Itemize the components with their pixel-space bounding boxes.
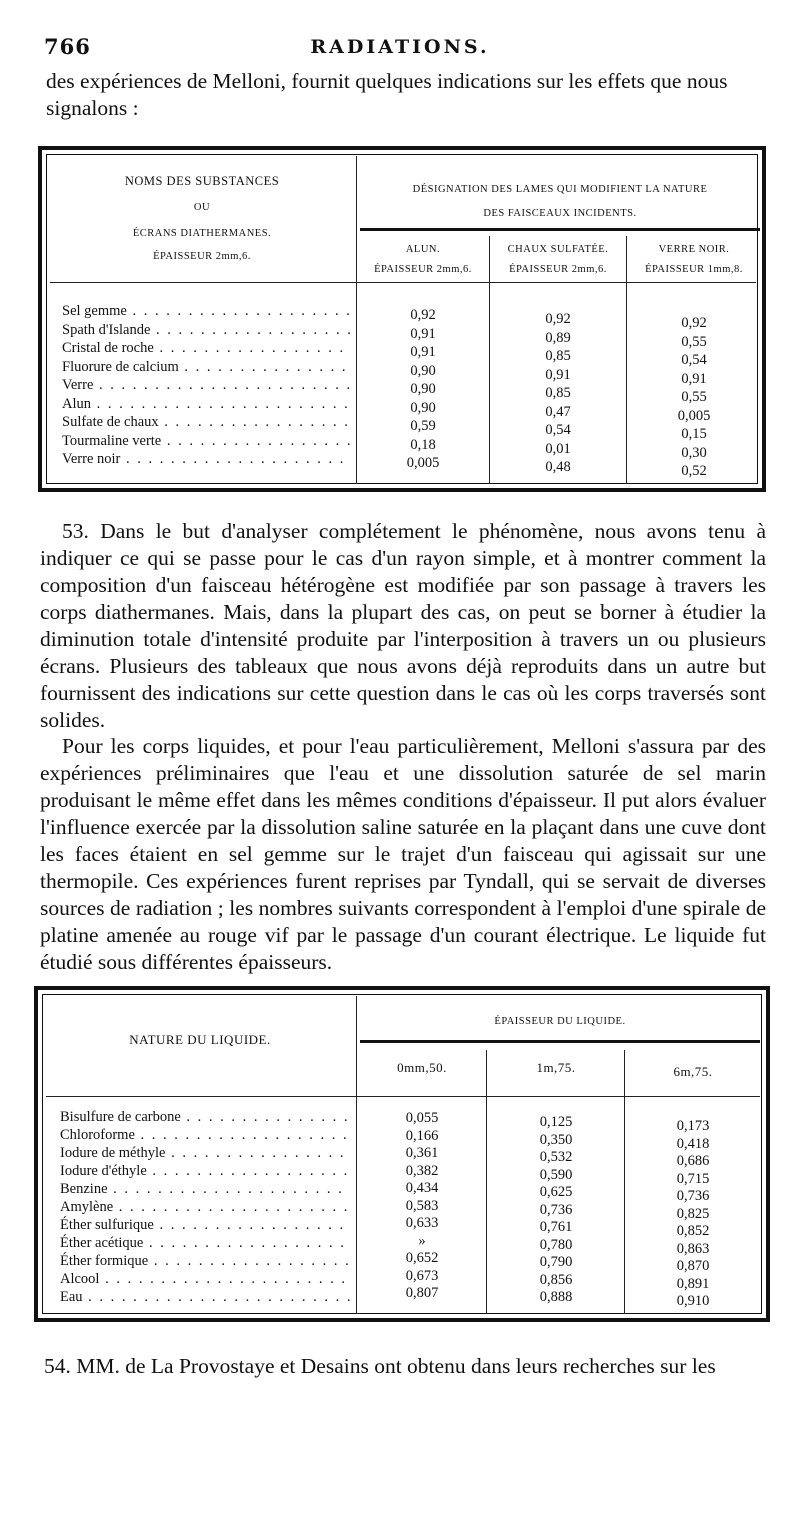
table-cell: 0,891 [676,1275,710,1292]
table-cell: 0,863 [676,1240,710,1257]
table-cell: 0,005 [406,455,440,471]
table-cell: 0,673 [405,1267,439,1284]
table-cell: 0,91 [410,325,436,342]
header-epaisseur-substances: ÉPAISSEUR 2mm,6. [153,251,251,262]
table-divider [356,156,357,484]
table-cell: 0,870 [676,1258,710,1274]
table-cell: 0,715 [676,1170,710,1187]
table-cell: 0,166 [405,1127,439,1144]
liquid-labels [60,1108,350,1306]
table-row-label: Tourmaline verte . . . [62,432,350,451]
table-divider [356,996,357,1314]
table-cell: 0,173 [676,1118,710,1134]
table-cell: 0,89 [545,329,571,346]
table-row-label: Sel gemme . . . [62,302,350,321]
table-cell: 0,01 [545,440,571,457]
table-row-label: Verre noir . . . [62,450,350,469]
table-cell: 0,92 [545,311,571,327]
table-cell: 0,54 [681,352,707,368]
table-cell: 0,761 [539,1219,573,1235]
running-title: RADIATIONS. [310,36,490,58]
header-faisceaux: DES FAISCEAUX INCIDENTS. [483,208,637,219]
table-cell: 0,15 [681,426,707,442]
table-cell: 0,48 [545,459,571,475]
header-designation: DÉSIGNATION DES LAMES QUI MODIFIENT LA NATURE [412,184,708,195]
table-cell: 0,55 [681,333,707,350]
col-verre-header: VERRE NOIR. [658,244,730,255]
intro-line-2: signalons : [46,96,139,120]
intro-line-1: des expériences de Melloni, fournit quelques indications sur les effets que nous [46,69,728,93]
paragraph-54: 54. MM. de La Provostaye et Desains ont obtenu dans leurs recherches sur les [44,1354,716,1378]
substance-labels [62,302,350,469]
table-cell: 0,686 [676,1153,710,1169]
table-cell: » [418,1232,426,1249]
paragraph-53-text: 53. Dans le but d'analyser complétement le phénomène, nous avons tenu à indiquer ce qui se passe pour le cas d'un rayon simple, et à montrer comment la composition d'un faisceau hétérogène est modifiée par son passage à travers les corps diathermanes. Mais, dans la plupart des cas, on peut se borner à étudier la diminution totale d'intensité produite par l'interposition à travers un ou plusieurs écrans. Plusieurs des tableaux que nous avons déjà reproduits dans un autre but fournissent des indications sur cette question dans le cas où les corps traversés sont solides. [40,519,766,732]
table-divider [624,1050,625,1314]
table-cell: 0,005 [677,407,711,424]
table-cell: 0,52 [681,463,707,479]
col-050-header: 0mm,50. [397,1060,447,1075]
table-cell: 0,888 [539,1289,573,1305]
table-row-label: Iodure de méthyle . . . [60,1144,350,1162]
table-cell: 0,625 [539,1184,573,1200]
table-cell: 0,59 [410,418,436,434]
table-cell: 0,350 [539,1131,573,1148]
paragraph-53 [40,518,766,734]
table-cell: 0,361 [405,1145,439,1161]
col-175-values [488,1114,624,1307]
col-chaux-values [491,310,625,477]
page-number: 766 [44,34,91,59]
col-675-values [626,1118,760,1311]
table-row-label: Alcool . . . [60,1270,350,1288]
table-cell: 0,85 [545,385,571,401]
col-alun-header: ALUN. [405,244,441,255]
table-cell: 0,736 [539,1201,573,1218]
table-cell: 0,583 [405,1197,439,1214]
table-cell: 0,418 [676,1135,710,1152]
paragraph-liquides-text: Pour les corps liquides, et pour l'eau particulièrement, Melloni s'assura par des expériences préliminaires que l'eau et une dissolution saturée de sel marin produisant le même effet dans les mêmes conditions d'épaisseur. Il put alors évaluer l'influence exercée par la dissolution saline saturée en la plaçant dans une cuve dont les faces étaient en sel gemme sur le trajet d'un faisceau qui agissait sur une thermopile. Ces expériences furent reprises par Tyndall, qui se servait de diverses sources de radiation ; les nombres suivants correspondent à l'emploi d'une spirale de platine amenée au rouge vif par le passage d'un courant électrique. Le liquide fut étudié sous différentes épaisseurs. [40,734,766,974]
table-cell: 0,90 [410,362,436,379]
table-diathermanes [38,146,766,492]
col-050-values [358,1110,486,1303]
table-row-label: Iodure d'éthyle . . . [60,1162,350,1180]
col-175-header: 1m,75. [536,1060,576,1075]
table-cell: 0,652 [405,1250,439,1266]
table-divider [626,236,627,484]
col-alun-values [358,306,488,473]
table-cell: 0,92 [410,307,436,323]
table-rule [360,1040,760,1043]
table-row-label: Bisulfure de carbone . . . [60,1108,350,1126]
table-liquides [34,986,770,1322]
table-cell: 0,856 [539,1271,573,1288]
col-675-header: 6m,75. [673,1064,713,1079]
table-row-label: Verre . . . [62,376,350,395]
col-verre-thickness: ÉPAISSEUR 1mm,8. [645,264,743,275]
table-cell: 0,434 [405,1180,439,1196]
table-row-label: Fluorure de calcium . . . [62,358,350,377]
table-row-label: Sulfate de chaux . . . [62,413,350,432]
table-cell: 0,633 [405,1215,439,1231]
table-divider [489,236,490,484]
table-row-label: Éther sulfurique . . . [60,1216,350,1234]
table-row-label: Benzine . . . [60,1180,350,1198]
header-ou: OU [193,202,211,213]
table-cell: 0,90 [410,399,436,416]
header-nature-liquide: NATURE DU LIQUIDE. [129,1032,271,1047]
table-row-label: Éther formique . . . [60,1252,350,1270]
table-cell: 0,55 [681,389,707,405]
table-cell: 0,382 [405,1162,439,1179]
header-substances: NOMS DES SUBSTANCES [124,174,280,188]
table-divider [486,1050,487,1314]
table-cell: 0,736 [676,1188,710,1204]
table-cell: 0,91 [681,370,707,387]
table-rule [360,228,760,231]
table-cell: 0,47 [545,403,571,420]
table-cell: 0,807 [405,1285,439,1301]
col-chaux-thickness: ÉPAISSEUR 2mm,6. [509,264,607,275]
table-cell: 0,54 [545,422,571,438]
col-alun-thickness: ÉPAISSEUR 2mm,6. [374,264,472,275]
table-rule [46,1096,760,1097]
col-chaux-header: CHAUX SULFATÉE. [507,244,609,255]
table-cell: 0,92 [681,315,707,331]
table-cell: 0,532 [539,1149,573,1165]
table-cell: 0,30 [681,444,707,461]
table-row-label: Alun . . . [62,395,350,414]
table-cell: 0,910 [676,1293,710,1309]
table-cell: 0,590 [539,1166,573,1183]
header-ecrans: ÉCRANS DIATHERMANES. [132,228,272,239]
table-row-label: Spath d'Islande . . . [62,321,350,340]
table-cell: 0,852 [676,1223,710,1239]
table-row-label: Cristal de roche . . . [62,339,350,358]
header-epaisseur-liquide: ÉPAISSEUR DU LIQUIDE. [494,1016,626,1027]
table-row-label: Chloroforme . . . [60,1126,350,1144]
table-row-label: Eau . . . [60,1288,350,1306]
table-rule [50,282,756,283]
table-cell: 0,125 [539,1114,573,1130]
table-cell: 0,91 [410,344,436,360]
col-verre-values [628,314,760,481]
table-cell: 0,780 [539,1236,573,1253]
table-cell: 0,18 [410,436,436,453]
table-cell: 0,85 [545,348,571,364]
table-cell: 0,055 [405,1110,439,1126]
table-cell: 0,790 [539,1254,573,1270]
table-cell: 0,91 [545,366,571,383]
paragraph-liquides [40,733,766,976]
table-cell: 0,825 [676,1205,710,1222]
table-row-label: Éther acétique . . . [60,1234,350,1252]
table-cell: 0,90 [410,381,436,397]
table-row-label: Amylène . . . [60,1198,350,1216]
intro-paragraph [46,68,768,122]
